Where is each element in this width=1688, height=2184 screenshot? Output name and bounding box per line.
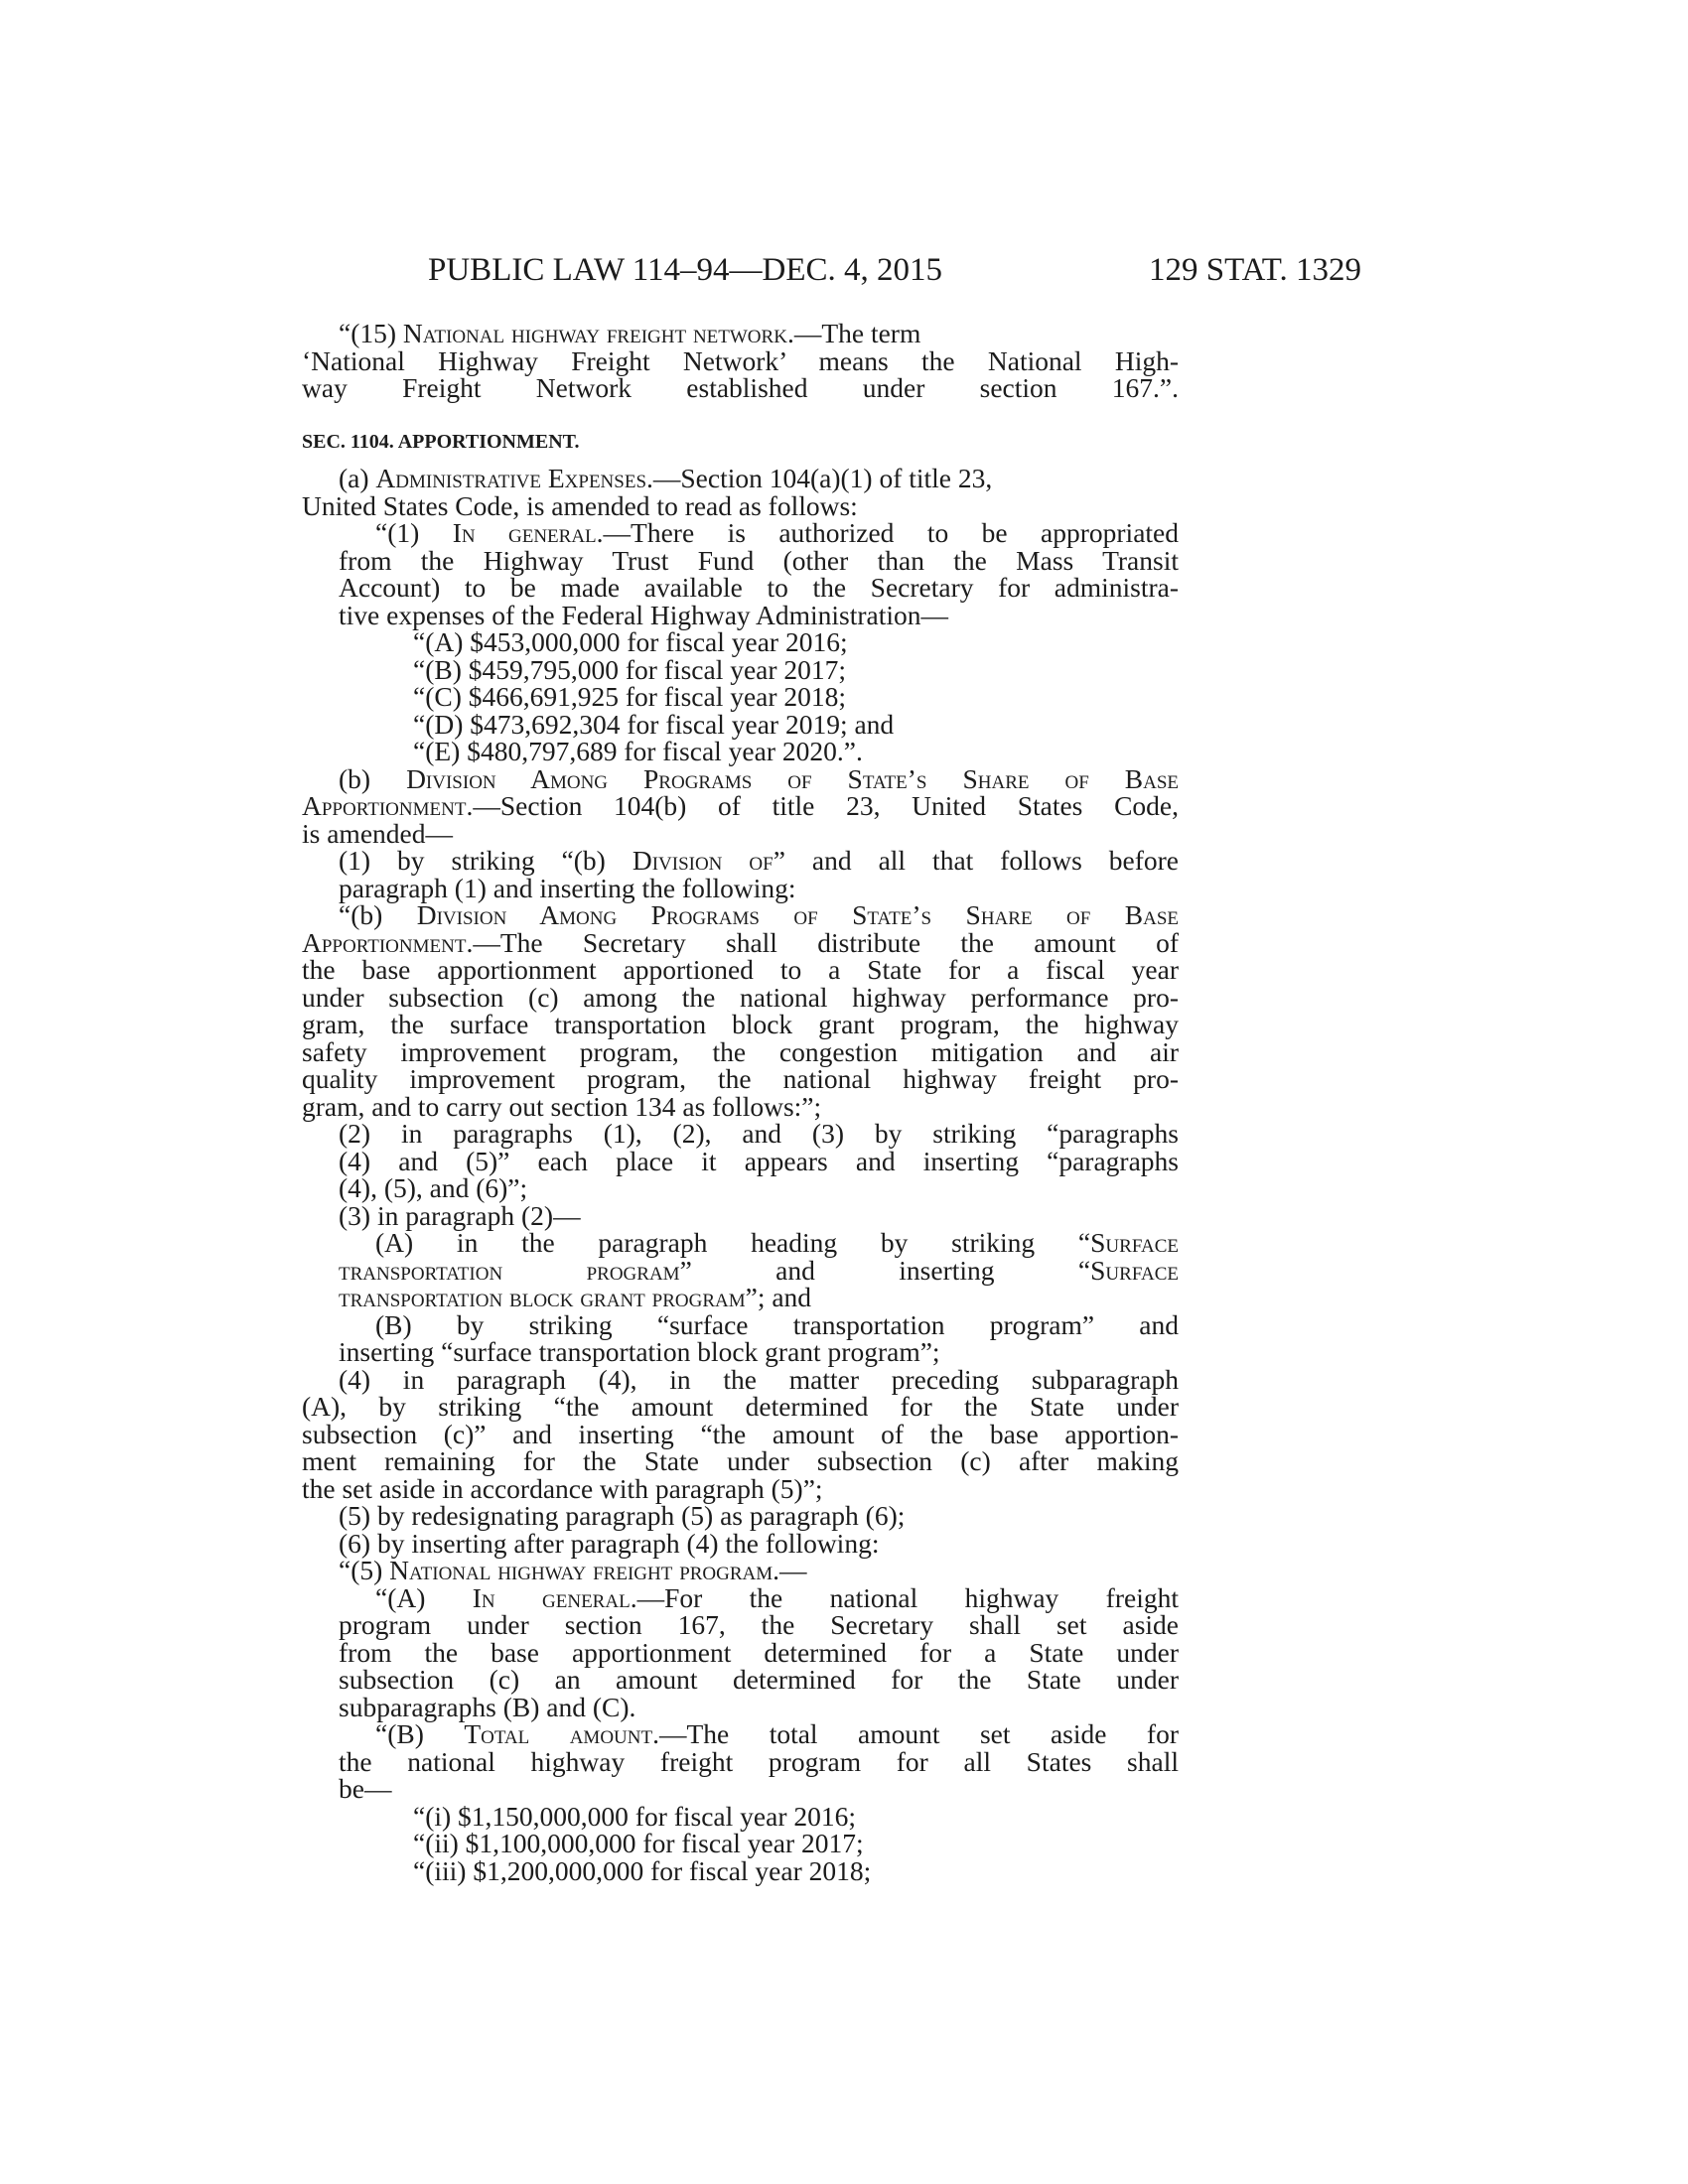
text-run: under subsection (c) among the national highway performance pro- [302, 981, 1179, 1013]
inserted-subparagraph-b-total-amount [302, 1720, 1179, 1748]
subsection-a-administrative-expenses [302, 465, 1179, 492]
text-run: (6) by inserting after paragraph (4) the following: [339, 1527, 880, 1559]
text-run: quality improvement program, the national highway freight pro- [302, 1063, 1179, 1094]
inserted-line [302, 1636, 1179, 1668]
inserted-line [302, 1090, 1179, 1122]
text-run: tive expenses of the Federal Highway Administration— [339, 599, 949, 630]
running-header-title: PUBLIC LAW 114–94—DEC. 4, 2015 [428, 252, 943, 288]
text-run: “(b) [339, 899, 417, 930]
inserted-line [302, 1775, 1179, 1803]
inserted-subparagraph-a-in-general [302, 1581, 1179, 1613]
text-run: “(i) $1,150,000,000 for fiscal year 2016; [413, 1800, 856, 1832]
inserted-line [302, 1065, 1179, 1093]
subsection-b-line [302, 792, 1179, 820]
text-run: .—For the national highway freight [630, 1581, 1179, 1613]
small-caps-heading: In general [452, 517, 597, 548]
amendment-line [302, 1284, 1179, 1311]
text-run: is amended— [302, 817, 453, 849]
text-run: from the Highway Trust Fund (other than the Mass Transit [339, 544, 1179, 576]
amendment-4 [302, 1363, 1179, 1395]
paragraph-1-in-general [302, 519, 1179, 547]
text-run: “(1) [375, 517, 453, 548]
text-run: “(15) [339, 318, 403, 348]
text-run: (1) by striking “(b) [339, 845, 633, 876]
funding-item-c [302, 683, 1179, 711]
small-caps-heading: Division of [632, 845, 774, 876]
text-run: “(A) $453,000,000 for fiscal year 2016; [413, 626, 848, 657]
amendment-line [302, 1447, 1179, 1475]
text-run: (4) and (5)” each place it appears and inserting “paragraphs [339, 1145, 1179, 1176]
freight-amount-i [302, 1800, 1179, 1832]
paragraph-line [302, 544, 1179, 576]
text-run: be— [339, 1773, 392, 1804]
small-caps-heading: Division Among Programs of State’s Share of Base [406, 762, 1179, 794]
amendment-3 [302, 1199, 1179, 1231]
freight-amount-ii [302, 1830, 1179, 1857]
inserted-line [302, 956, 1179, 984]
text-run: “(ii) $1,100,000,000 for fiscal year 2017; [413, 1828, 864, 1858]
small-caps-heading: In general [472, 1581, 631, 1613]
small-caps-heading: transportation program [339, 1254, 680, 1286]
small-caps-heading: National highway freight program [389, 1555, 774, 1585]
definition-national-highway-freight-network [302, 320, 1179, 347]
inserted-line [302, 1691, 1179, 1722]
text-run: .—There is authorized to be appropriated [596, 517, 1179, 548]
text-run: (A), by striking “the amount determined for the State under [302, 1391, 1179, 1422]
text-run: .—The term [786, 318, 921, 348]
small-caps-heading: Surface [1090, 1254, 1179, 1286]
text-run: subsection (c) an amount determined for the State under [339, 1664, 1179, 1695]
text-run: the national highway freight program for all States shall [339, 1745, 1179, 1777]
small-caps-heading: Division Among Programs of State’s Share of Base [416, 899, 1179, 930]
running-header-stat-page: 129 STAT. 1329 [1149, 252, 1362, 288]
amendment-line [302, 1145, 1179, 1176]
text-run: United States Code, is amended to read as follows: [302, 489, 858, 521]
small-caps-heading: Apportionment [302, 926, 467, 958]
subsection-b-division-among-programs [302, 762, 1179, 794]
text-run: ” and all that follows before [773, 845, 1179, 876]
text-run: SEC. 1104. APPORTIONMENT. [302, 430, 580, 453]
text-run: the set aside in accordance with paragraph (5)”; [302, 1472, 823, 1504]
section-heading [302, 429, 1179, 457]
text-run: “(D) $473,692,304 for fiscal year 2019; and [413, 708, 895, 740]
inserted-line [302, 1035, 1179, 1067]
amendment-1 [302, 847, 1179, 875]
text-run: .—The total amount set aside for [652, 1718, 1179, 1749]
small-caps-heading: National highway freight network [402, 318, 787, 348]
funding-item-e [302, 738, 1179, 765]
text-run: (a) [339, 463, 376, 493]
text-run: ” and inserting “ [679, 1254, 1091, 1286]
small-caps-heading: Administrative Expenses [375, 463, 647, 493]
amendment-2 [302, 1120, 1179, 1148]
text-run: program under section 167, the Secretary shall set aside [339, 1609, 1179, 1640]
inserted-paragraph-5-national-highway-freight-program [302, 1557, 1179, 1584]
subsection-a-line [302, 489, 1179, 521]
amendment-3-b [302, 1308, 1179, 1340]
inserted-subsection-b [302, 901, 1179, 929]
inserted-line [302, 1011, 1179, 1038]
text-run: (4), (5), and (6)”; [339, 1172, 528, 1203]
statute-text [302, 320, 1179, 1884]
amendment-line [302, 1418, 1179, 1449]
amendment-line [302, 1174, 1179, 1202]
text-run: “(A) [375, 1581, 473, 1613]
inserted-line [302, 981, 1179, 1013]
text-run: ”; and [745, 1282, 812, 1312]
amendment-line [302, 1338, 1179, 1366]
text-run: (3) in paragraph (2)— [339, 1199, 581, 1231]
paragraph-line [302, 574, 1179, 602]
amendment-6 [302, 1527, 1179, 1559]
text-run: “(E) $480,797,689 for fiscal year 2020.”. [413, 736, 863, 766]
text-run: (2) in paragraphs (1), (2), and (3) by striking “paragraphs [339, 1118, 1179, 1149]
funding-item-d [302, 708, 1179, 740]
small-caps-heading: Surface [1090, 1227, 1179, 1258]
text-run: .—Section 104(a)(1) of title 23, [646, 463, 993, 493]
amendment-line [302, 1393, 1179, 1421]
text-run: subsection (c)” and inserting “the amount of the base apportion- [302, 1418, 1179, 1449]
text-run: gram, the surface transportation block grant program, the highway [302, 1009, 1179, 1039]
funding-item-a [302, 628, 1179, 656]
text-run: “(B) [375, 1718, 465, 1749]
inserted-line [302, 926, 1179, 958]
text-run: (4) in paragraph (4), in the matter preceding subparagraph [339, 1363, 1179, 1395]
amendment-5 [302, 1502, 1179, 1530]
text-run: ment remaining for the State under subsection (c) after making [302, 1445, 1179, 1476]
inserted-line [302, 1745, 1179, 1777]
text-run: .— [773, 1555, 807, 1585]
freight-amount-iii [302, 1854, 1179, 1886]
text-run: .—The Secretary shall distribute the amount of [466, 926, 1179, 958]
amendment-3-a [302, 1229, 1179, 1257]
amendment-line [302, 1472, 1179, 1504]
text-run: “(iii) $1,200,000,000 for fiscal year 2018; [413, 1854, 872, 1886]
text-run: “(C) $466,691,925 for fiscal year 2018; [413, 681, 847, 712]
definition-line [302, 374, 1179, 402]
amendment-line [302, 872, 1179, 903]
text-run: .—Section 104(b) of title 23, United States Code, [466, 790, 1179, 821]
text-run: from the base apportionment determined for a State under [339, 1636, 1179, 1668]
small-caps-heading: Apportionment [302, 790, 467, 821]
text-run: subparagraphs (B) and (C). [339, 1691, 636, 1722]
text-run: the base apportionment apportioned to a State for a fiscal year [302, 954, 1179, 985]
text-run: (A) in the paragraph heading by striking “ [375, 1227, 1091, 1258]
amendment-line [302, 1254, 1179, 1286]
text-run: paragraph (1) and inserting the following: [339, 872, 796, 903]
text-run: inserting “surface transportation block grant program”; [339, 1336, 940, 1367]
text-run: gram, and to carry out section 134 as follows:”; [302, 1090, 822, 1122]
small-caps-heading: Total amount [464, 1718, 653, 1749]
text-run: “(B) $459,795,000 for fiscal year 2017; [413, 653, 847, 685]
funding-item-b [302, 653, 1179, 685]
text-run: way Freight Network established under section 167.”. [302, 372, 1179, 403]
text-run: (5) by redesignating paragraph (5) as paragraph (6); [339, 1500, 906, 1531]
subsection-b-line [302, 817, 1179, 849]
paragraph-line [302, 599, 1179, 630]
text-run: Account) to be made available to the Secretary for administra- [339, 572, 1179, 603]
text-run: “(5) [339, 1555, 390, 1585]
text-run: safety improvement program, the congestion mitigation and air [302, 1035, 1179, 1067]
text-run: ‘National Highway Freight Network’ means the National High- [302, 344, 1179, 376]
text-run: (b) [339, 762, 407, 794]
small-caps-heading: transportation block grant program [339, 1282, 746, 1312]
inserted-line [302, 1666, 1179, 1694]
inserted-line [302, 1611, 1179, 1639]
text-run: (B) by striking “surface transportation program” and [375, 1308, 1179, 1340]
definition-line [302, 344, 1179, 376]
